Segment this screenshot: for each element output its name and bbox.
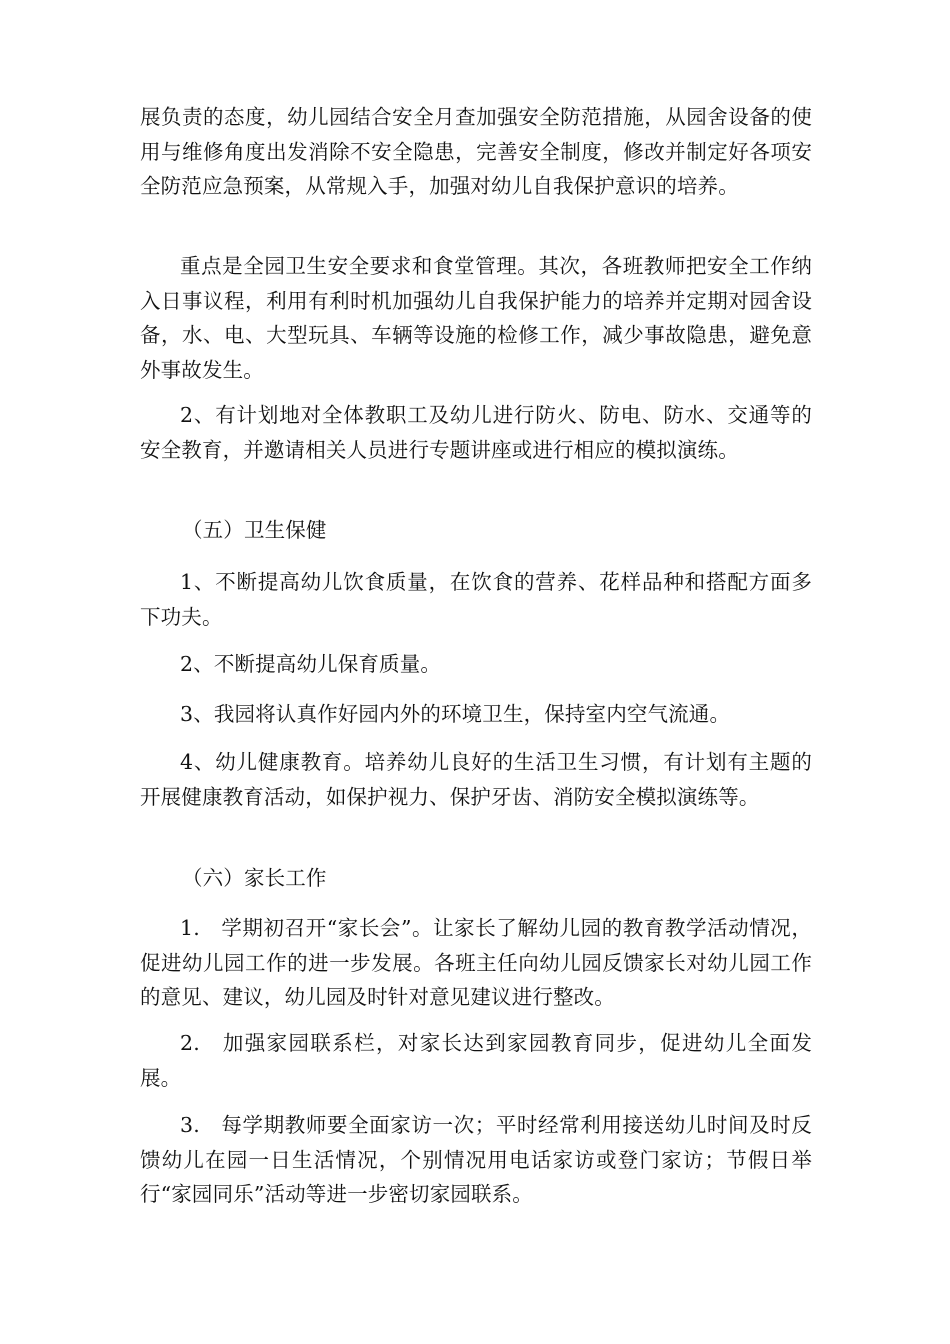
paragraph-health-4: 4、幼儿健康教育。培养幼儿良好的生活卫生习惯，有计划有主题的开展健康教育活动，如保护视力、保护牙齿、消防安全模拟演练等。: [140, 750, 812, 809]
section-heading-health: （五）卫生保健: [182, 518, 327, 542]
paragraph-safety-focus: 重点是全园卫生安全要求和食堂管理。其次，各班教师把安全工作纳入日事议程，利用有利时机加强幼儿自我保护能力的培养并定期对园舍设备，水、电、大型玩具、车辆等设施的检修工作，减少事故隐患，避免意外事故发生。: [140, 254, 812, 382]
paragraph-parents-3: 3. 每学期教师要全面家访一次；平时经常利用接送幼儿时间及时反馈幼儿在园一日生活情况，个别情况用电话家访或登门家访；节假日举行“家园同乐”活动等进一步密切家园联系。: [140, 1113, 812, 1206]
paragraph-safety-continued: 展负责的态度，幼儿园结合安全月查加强安全防范措施，从园舍设备的使用与维修角度出发消除不安全隐患，完善安全制度，修改并制定好各项安全防范应急预案，从常规入手，加强对幼儿自我保护意识的培养。: [140, 105, 812, 198]
paragraph-safety-education: 2、有计划地对全体教职工及幼儿进行防火、防电、防水、交通等的安全教育，并邀请相关人员进行专题讲座或进行相应的模拟演练。: [140, 403, 812, 462]
section-heading-parents: （六）家长工作: [182, 866, 327, 890]
paragraph-health-1: 1、不断提高幼儿饮食质量，在饮食的营养、花样品种和搭配方面多下功夫。: [140, 570, 812, 629]
paragraph-parents-2: 2. 加强家园联系栏，对家长达到家园教育同步，促进幼儿全面发展。: [140, 1031, 812, 1090]
paragraph-health-2: 2、不断提高幼儿保育质量。: [180, 652, 441, 676]
paragraph-parents-1: 1. 学期初召开“家长会”。让家长了解幼儿园的教育教学活动情况，促进幼儿园工作的进一步发展。各班主任向幼儿园反馈家长对幼儿园工作的意见、建议，幼儿园及时针对意见建议进行整改。: [140, 916, 812, 1009]
paragraph-health-3: 3、我园将认真作好园内外的环境卫生，保持室内空气流通。: [180, 702, 731, 726]
